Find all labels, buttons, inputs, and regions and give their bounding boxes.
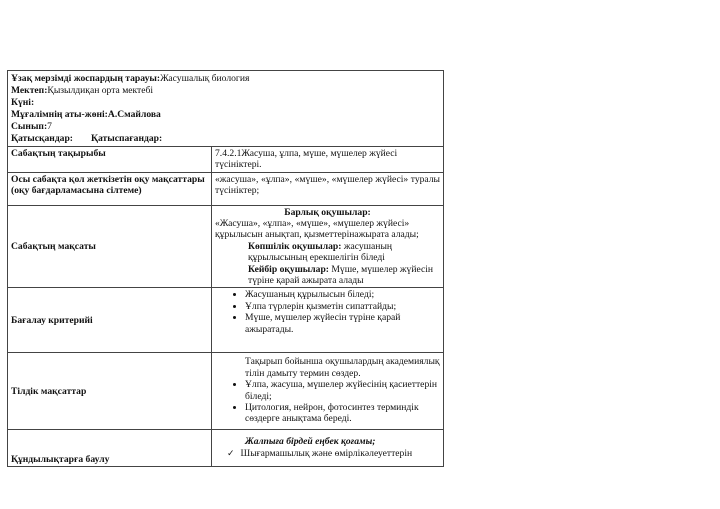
plan-line [11,73,440,85]
aim-label: Сабақтың мақсаты [8,205,212,288]
aim-most [215,241,440,264]
table-row-values [8,430,444,467]
values-list [215,448,440,459]
attended-label: Қатысқандар: [11,133,73,145]
criteria-label: Бағалау критерийі [8,288,212,353]
aim-some [215,264,440,287]
aim-most-title: Көпшілік оқушылар: [248,240,342,252]
list-item: • Мүше, мүшелер жүйесін түріне қарай ажыратады. [245,312,440,335]
criteria-value [212,288,444,353]
teacher-value: А.Смайлова [107,109,161,121]
values-label: Құндылықтарға баулу [8,430,212,467]
teacher-label: Мұғалімнің аты-жөні: [11,109,108,121]
lesson-header [7,70,444,146]
topic-value: 7.4.2.1Жасуша, ұлпа, мүше, мүшелер жүйесі түсініктері. [212,146,444,172]
teacher-line [11,109,440,121]
criteria-list [215,289,440,335]
language-intro: Тақырып бойынша оқушылардың академиялық тілін дамыту термин сөздер. [245,356,440,379]
absent-label: Қатыспағандар: [91,133,163,145]
school-value: Қызылдиқан орта мектебі [47,85,154,97]
aim-value [212,205,444,288]
class-label: Сынып: [11,121,48,133]
table-row-criteria [8,288,444,353]
list-item: ✓ Шығармашылық және өмірлікәлеуеттерін [227,448,440,459]
list-item: • Ұлпа түрлерін қызметін сипаттайды; [245,301,440,312]
aim-all-text: «Жасуша», «ұлпа», «мүше», «мүшелер жүйесі» құрылысын анықтап, қызметтерінажыратa алады; [215,217,419,241]
plan-value: Жасушалық биология [160,73,250,84]
list-item: • Ұлпа, жасуша, мүшелер жүйесінің қасиеттерін біледі; [245,379,440,402]
aim-all-title: Барлық оқушылар: [284,206,371,218]
objectives-value: «жасуша», «ұлпа», «мүше», «мүшелер жүйесі» туралы түсініктер; [212,172,444,205]
table-row-language [8,353,444,430]
language-list [215,379,440,425]
class-value: 7 [47,121,52,133]
class-line [11,121,440,133]
aim-some-text: Мүше, мүшелер жүйесін түріне қарай ажырата алады [248,263,434,286]
table-row-objectives [8,172,444,205]
table-row-topic [8,146,444,172]
lesson-table [7,146,444,468]
school-label: Мектеп: [11,85,48,97]
aim-most-text: жасушаның құрылысының ерекшелігін біледі [248,240,393,264]
topic-label: Сабақтың тақырыбы [8,146,212,172]
list-item: • Цитология, нейрон, фотосинтез терминдік сөздерге анықтама береді. [245,402,440,425]
list-item: • Жасушаның құрылысын біледі; [245,289,440,300]
objectives-label: Осы сабақта қол жеткізетін оқу мақсаттары (оқу бағдарламасына сілтеме) [8,172,212,205]
aim-some-title: Кейбір оқушылар: [248,263,329,275]
date-label: Күні: [11,97,35,109]
table-row-aim [8,205,444,288]
language-value [212,353,444,430]
school-line [11,85,440,97]
plan-label: Ұзақ мерзімді жоспардың тарауы: [11,73,161,84]
values-value [212,430,444,467]
date-line [11,97,440,109]
attendance-line [11,133,440,145]
values-title: Жалпыға бірдей еңбек қоғамы; [245,436,376,448]
language-label: Тілдік мақсаттар [8,353,212,430]
lesson-plan-document [7,70,444,467]
